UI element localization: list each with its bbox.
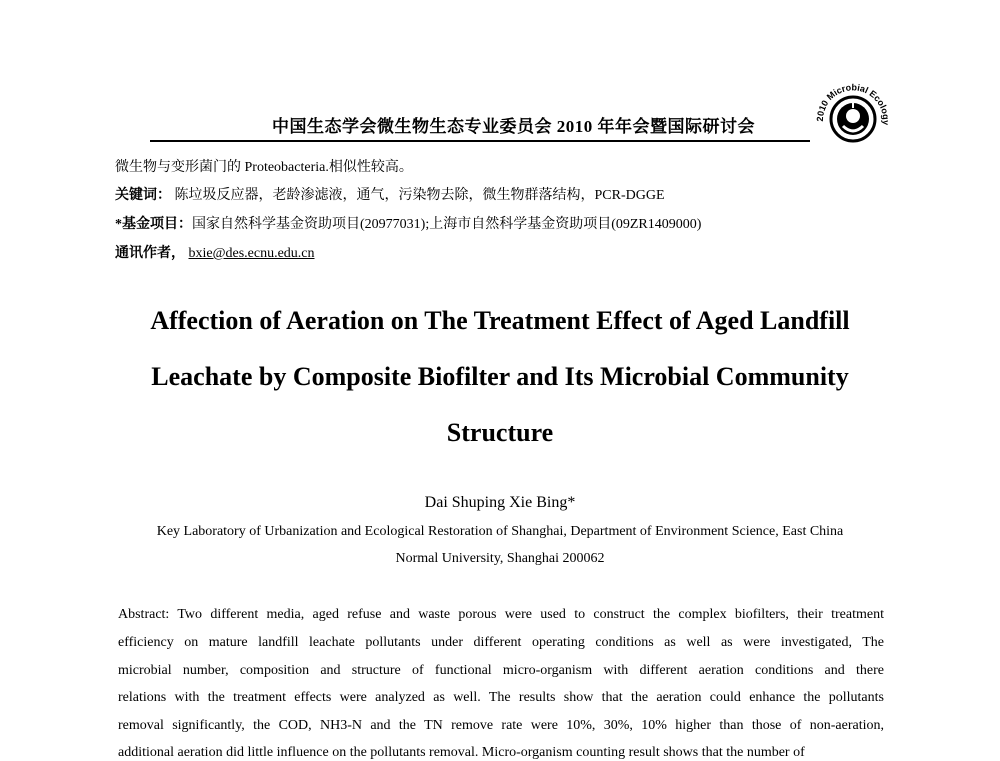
paper-title-line-3: Structure bbox=[446, 418, 554, 447]
conference-title: 中国生态学会微生物生态专业委员会 2010 年年会暨国际研讨会 bbox=[272, 117, 755, 136]
conference-logo bbox=[812, 78, 894, 160]
corresponding-line bbox=[115, 242, 315, 262]
authors: Dai Shuping Xie Bing* bbox=[424, 494, 576, 511]
abstract-line: Abstract: Two different media, aged refuse and waste porous were used to construct the complex biofilters, their treatment bbox=[118, 607, 884, 622]
affiliation-line-2: Normal University, Shanghai 200062 bbox=[395, 551, 605, 566]
paper-title-line-1: Affection of Aeration on The Treatment Effect of Aged Landfill bbox=[150, 306, 850, 335]
fund-line bbox=[115, 213, 701, 233]
fund-value: 国家自然科学基金资助项目(20977031);上海市自然科学基金资助项目(09ZR1409000) bbox=[192, 217, 702, 232]
corresponding-label: 通讯作者， bbox=[115, 246, 185, 261]
abstract-line: removal significantly, the COD, NH3-N and the TN remove rate were 10%, 30%, 10% higher than those of non-aeration, bbox=[118, 718, 884, 733]
paper-title-line-2: Leachate by Composite Biofilter and Its Microbial Community bbox=[151, 362, 849, 391]
keywords-label: 关键词： bbox=[115, 188, 171, 203]
keywords-value: 陈垃圾反应器，老龄渗滤液，通气，污染物去除，微生物群落结构，PCR-DGGE bbox=[174, 188, 665, 203]
fund-label: *基金项目： bbox=[115, 217, 192, 232]
logo-text: 2010 Microbial Ecology bbox=[814, 82, 892, 126]
abstract-line: additional aeration did little influence on the pollutants removal. Micro-organism counting result shows that the number of bbox=[118, 745, 805, 760]
summary-line: 微生物与变形菌门的 Proteobacteria.相似性较高。 bbox=[115, 160, 413, 175]
abstract-line: efficiency on mature landfill leachate pollutants under different operating conditions as well as were investigated, The bbox=[118, 635, 884, 650]
conference-header bbox=[150, 106, 810, 142]
abstract-line: microbial number, composition and structure of functional micro-organism with different aeration conditions and there bbox=[118, 663, 884, 678]
affiliation-line-1: Key Laboratory of Urbanization and Ecological Restoration of Shanghai, Department of Environment Science, East China bbox=[156, 524, 844, 539]
abstract-line: relations with the treatment effects were analyzed as well. The results show that the aeration could enhance the pollutants bbox=[118, 690, 884, 705]
keywords-line bbox=[115, 184, 665, 204]
author-email-link[interactable]: bxie@des.ecnu.edu.cn bbox=[188, 246, 315, 261]
